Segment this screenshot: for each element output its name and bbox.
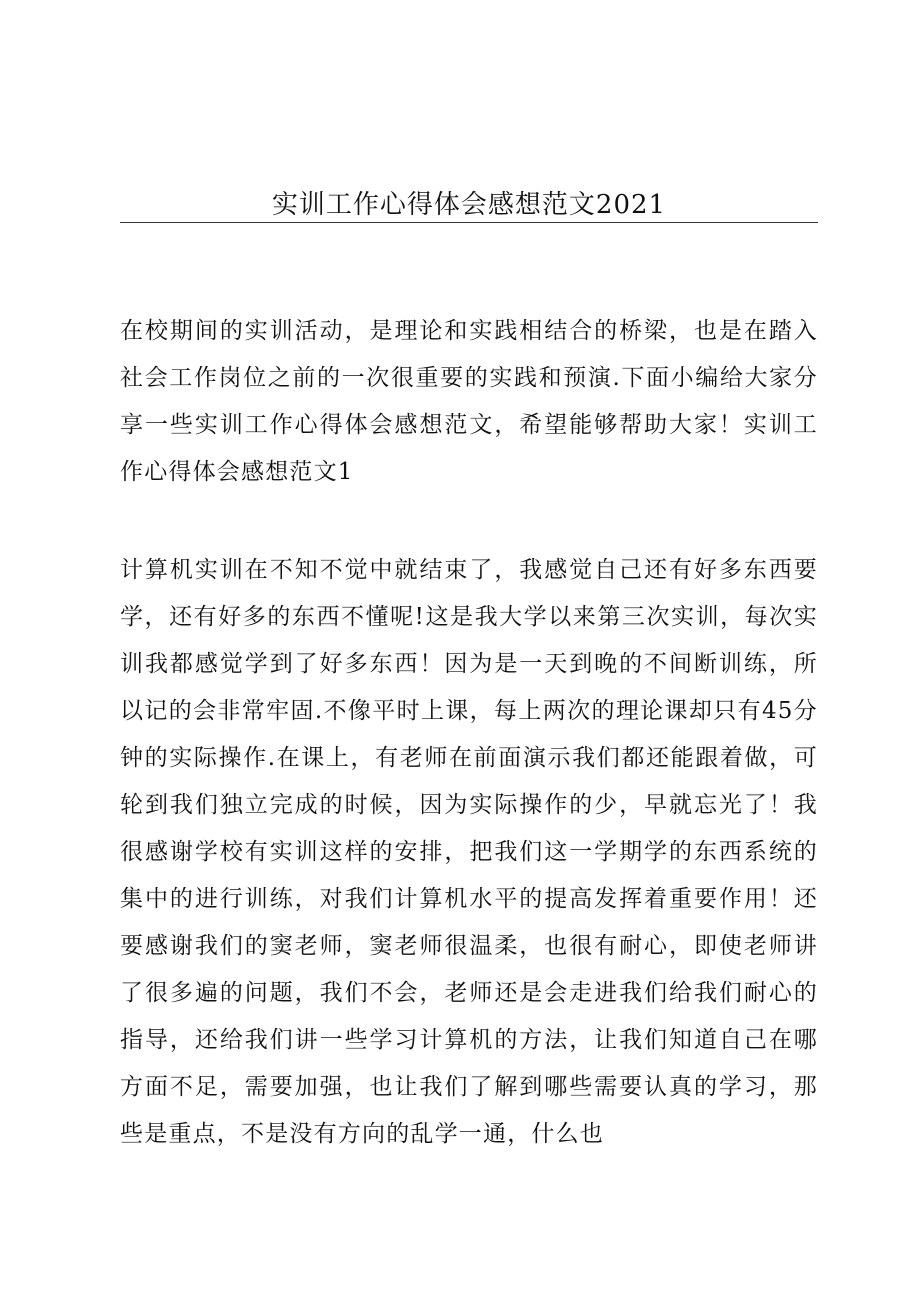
body-paragraph: 计算机实训在不知不觉中就结束了，我感觉自己还有好多东西要学，还有好多的东西不懂呢!这是我大学以来第三次实训，每次实训我都感觉学到了好多东西！因为是一天到晚的不间断训练，所以记的会非常牢固.不像平时上课，每上两次的理论课却只有45分钟的实际操作.在课上，有老师在前面演示我们都还能跟着做，可轮到我们独立完成的时候，因为实际操作的少，早就忘光了！我很感谢学校有实训这样的安排，把我们这一学期学的东西系统的集中的进行训练，对我们计算机水平的提高发挥着重要作用！还要感谢我们的窦老师，窦老师很温柔，也很有耐心，即使老师讲了很多遍的问题，我们不会，老师还是会走进我们给我们耐心的指导，还给我们讲一些学习计算机的方法，让我们知道自己在哪方面不足，需要加强，也让我们了解到哪些需要认真的学习，那些是重点，不是没有方向的乱学一通，什么也 <box>120 557 818 1147</box>
intro-paragraph: 在校期间的实训活动，是理论和实践相结合的桥梁，也是在踏入社会工作岗位之前的一次很重要的实践和预演.下面小编给大家分享一些实训工作心得体会感想范文，希望能够帮助大家！实训工作心得体会感想范文1 <box>120 318 818 485</box>
document-title: 实训工作心得体会感想范文2021 <box>271 190 667 220</box>
title-underline <box>120 222 818 223</box>
